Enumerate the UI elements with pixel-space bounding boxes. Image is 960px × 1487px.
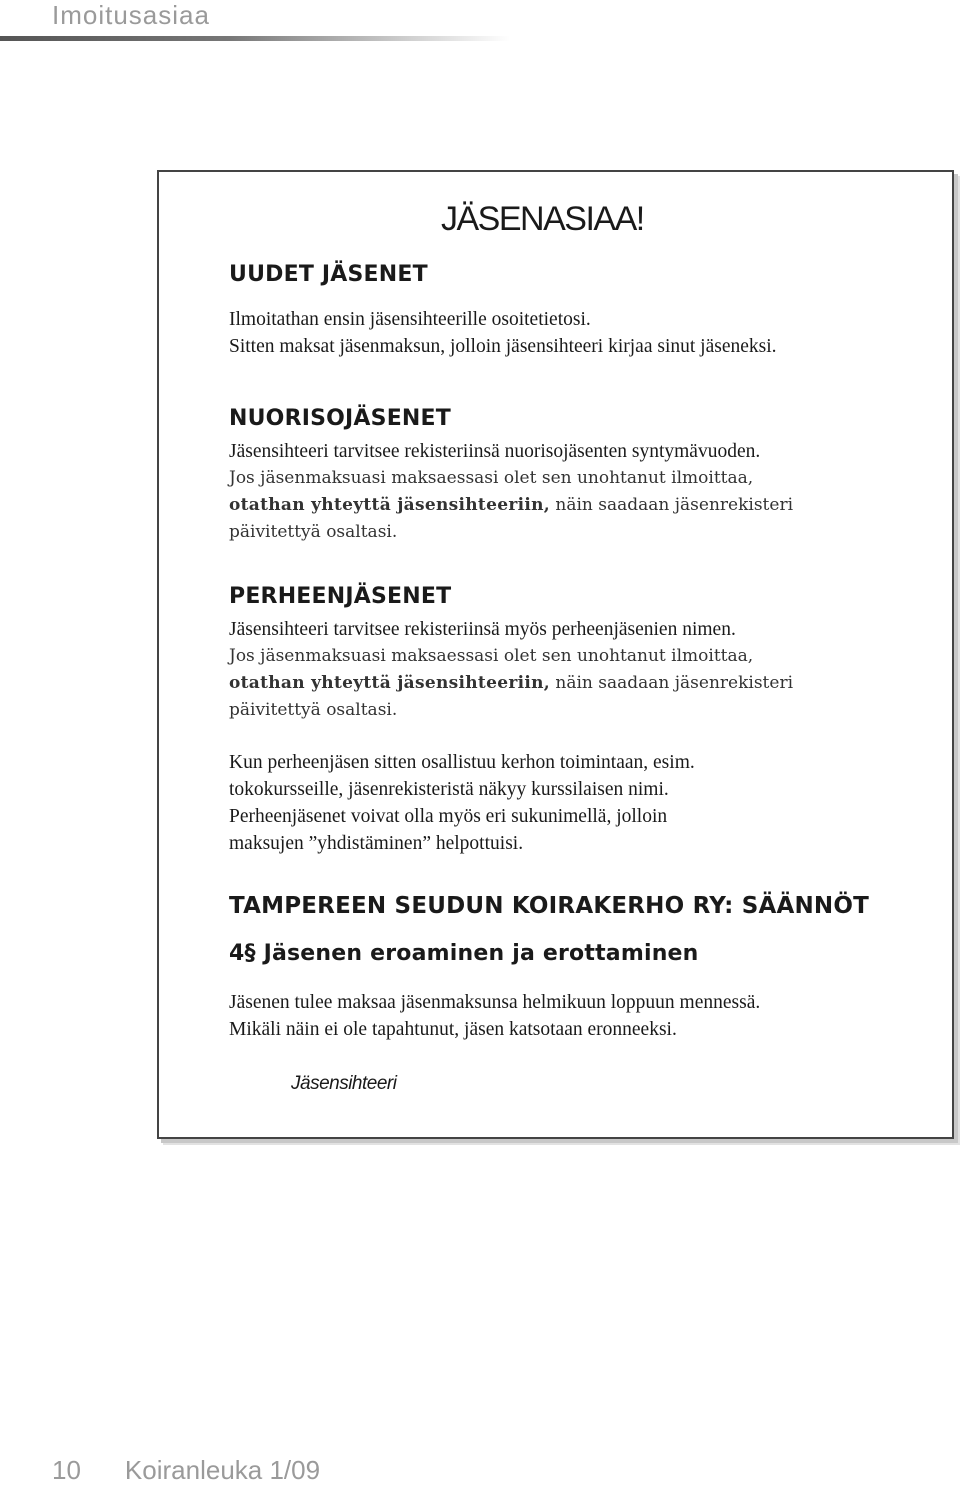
- nuoriso-rest: näin saadaan jäsenrekisteri: [549, 495, 794, 515]
- perhe-p2-line4: maksujen ”yhdistäminen” helpottuisi.: [229, 833, 524, 854]
- section-label: Imoitusasiaa: [52, 0, 210, 30]
- saannot-line2: Mikäli näin ei ole tapahtunut, jäsen katsotaan eronneeksi.: [229, 1019, 677, 1040]
- perhe-p2-line2: tokokursseille, jäsenrekisteristä näkyy kurssilaisen nimi.: [229, 779, 669, 800]
- nuoriso-line2: Jos jäsenmaksuasi maksaessasi olet sen unohtanut ilmoittaa,: [229, 468, 754, 488]
- perhe-rest: näin saadaan jäsenrekisteri: [549, 673, 794, 693]
- nuoriso-bold: otathan yhteyttä jäsensihteeriin,: [229, 495, 550, 515]
- perhe-line4: päivitettyä osaltasi.: [229, 700, 398, 720]
- box-content: [229, 260, 919, 1095]
- nuoriso-line4: päivitettyä osaltasi.: [229, 522, 398, 542]
- header-rule: [0, 36, 510, 41]
- perhe-p2-line1: Kun perheenjäsen sitten osallistuu kerhon toimintaan, esim.: [229, 752, 695, 773]
- perhe-bold: otathan yhteyttä jäsensihteeriin,: [229, 673, 550, 693]
- heading-nuoriso: NUORISOJÄSENET: [229, 406, 451, 431]
- page-footer: [52, 1455, 320, 1486]
- uudet-line2: Sitten maksat jäsenmaksun, jolloin jäsensihteeri kirjaa sinut jäseneksi.: [229, 336, 777, 357]
- info-box: [157, 170, 954, 1139]
- page-number: 10: [52, 1455, 81, 1485]
- perhe-line3: [229, 670, 919, 697]
- heading-uudet: UUDET JÄSENET: [229, 262, 428, 287]
- publication-name: Koiranleuka 1/09: [124, 1455, 321, 1485]
- nuoriso-line3: [229, 492, 919, 519]
- heading-saannot: TAMPEREEN SEUDUN KOIRAKERHO RY: SÄÄNNÖT: [229, 893, 870, 919]
- perhe-line2: Jos jäsenmaksuasi maksaessasi olet sen unohtanut ilmoittaa,: [229, 646, 754, 666]
- perhe-line1: Jäsensihteeri tarvitsee rekisteriinsä myös perheenjäsenien nimen.: [229, 619, 736, 640]
- box-title: JÄSENASIAA!: [441, 200, 644, 238]
- subheading-saannot: 4§ Jäsenen eroaminen ja erottaminen: [229, 941, 699, 966]
- signature: Jäsensihteeri: [291, 1073, 397, 1094]
- saannot-line1: Jäsenen tulee maksaa jäsenmaksunsa helmikuun loppuun mennessä.: [229, 992, 761, 1013]
- uudet-line1: Ilmoitathan ensin jäsensihteerille osoitetietosi.: [229, 309, 591, 330]
- heading-perhe: PERHEENJÄSENET: [229, 584, 452, 609]
- perhe-p2-line3: Perheenjäsenet voivat olla myös eri sukunimellä, jolloin: [229, 806, 668, 827]
- nuoriso-line1: Jäsensihteeri tarvitsee rekisteriinsä nuorisojäsenten syntymävuoden.: [229, 441, 761, 462]
